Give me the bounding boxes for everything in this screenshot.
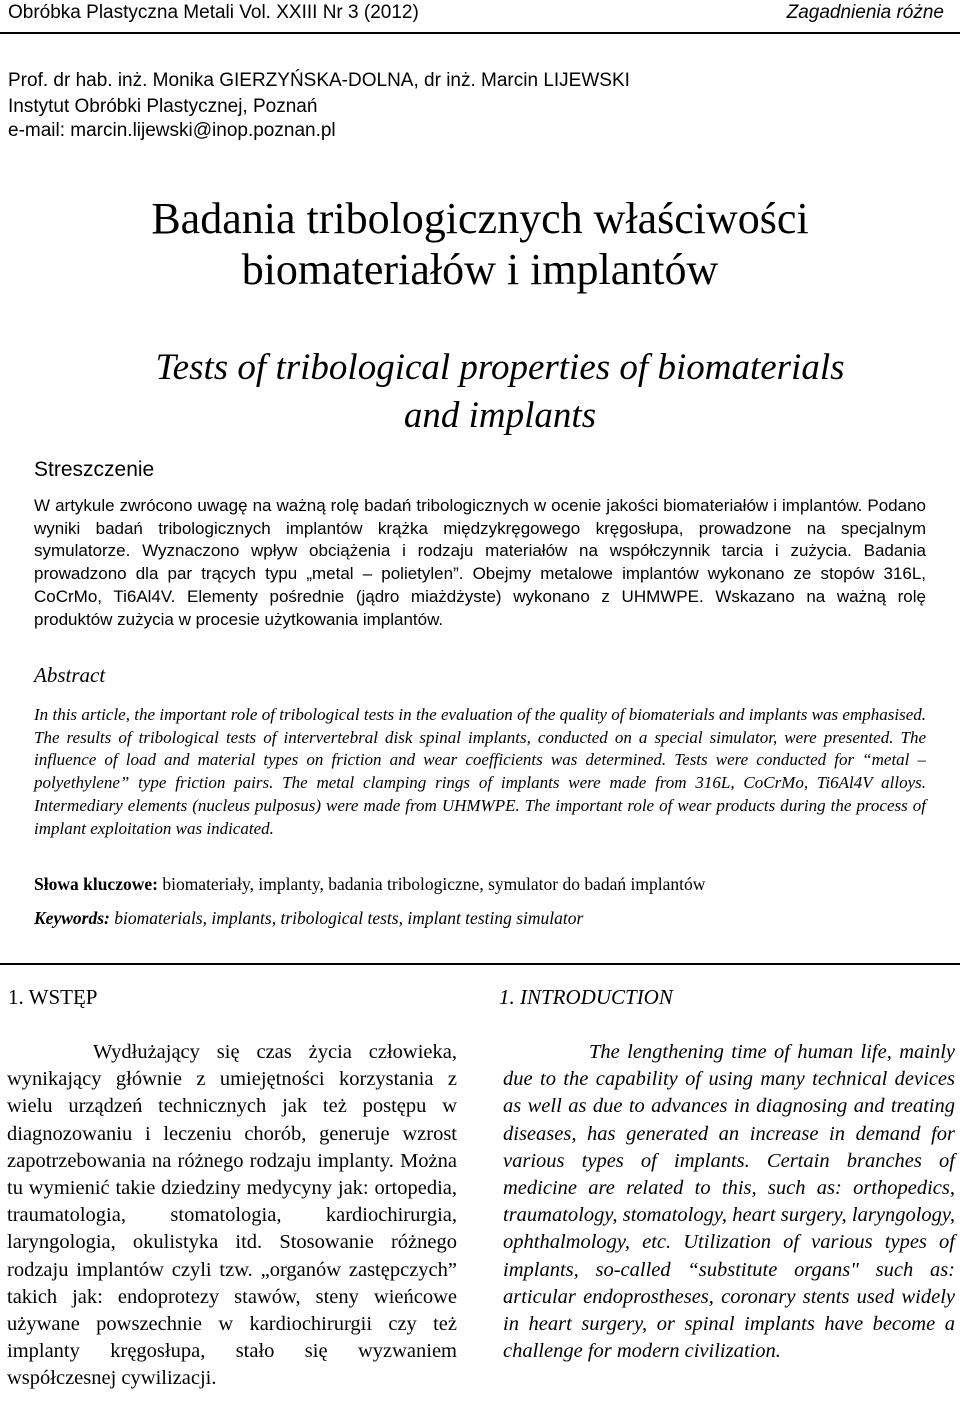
header-rule (0, 32, 960, 34)
section-en-text: The lengthening time of human life, mainly due to the capability of using many technical devices as well as due to advances in diagnosing and treating diseases, has generated an increase in demand for various types of implants. Certain branches of medicine are related to this, such as: orthopedics, traumatology, stomatology, heart surgery, laryngology, ophthalmology, etc. Utilization of various types of implants, so-called “substitute organs" such as: articular endoprostheses, coronary stents used widely in heart surgery, or spinal implants have become a challenge for modern civilization. (503, 1041, 955, 1363)
abstract-text: In this article, the important role of tribological tests in the evaluation of the quality of biomaterials and implants was emphasised. The results of tribological tests of intervertebral disk spinal implants, conducted on a special simulator, were presented. The influence of load and material types on friction and wear coefficients was determined. Tests were conducted for “metal – polyethylene” type friction pairs. The metal clamping rings of implants were made from 316L, CoCrMo, Ti6Al4V alloys. Intermediary elements (nucleus pulposus) were made from UHMWPE. The important role of wear products during the process of implant exploitation was indicated. (34, 705, 926, 838)
section-category: Zagadnienia różne (786, 2, 944, 23)
section-rule (0, 963, 960, 965)
keywords-en-text: biomaterials, implants, tribological tests, implant testing simulator (114, 908, 584, 928)
author-names: Prof. dr hab. inż. Monika GIERZYŃSKA-DOLNA, dr inż. Marcin LIJEWSKI (8, 70, 630, 91)
title-pl-line2: biomateriałów i implantów (241, 245, 719, 294)
running-header (0, 0, 960, 36)
keywords-pl-text: biomateriały, implanty, badania tribologiczne, symulator do badań implantów (162, 874, 706, 894)
author-email: e-mail: marcin.lijewski@inop.poznan.pl (8, 120, 336, 141)
title-en-line1: Tests of tribological properties of biomaterials (155, 347, 845, 388)
abstract-heading: Abstract (34, 663, 106, 687)
journal-name: Obróbka Plastyczna Metali Vol. XXIII Nr 3 (2012) (8, 2, 419, 23)
keywords-en-label: Keywords: (34, 908, 110, 928)
keywords-en (34, 908, 934, 929)
keywords-pl (34, 874, 934, 895)
section-pl-text: Wydłużający się czas życia człowieka, wynikający głównie z umiejętności korzystania z wielu urządzeń technicznych jak też postępu w diagnozowaniu i leczeniu chorób, generuje wzrost zapotrzebowania na różnego rodzaju implanty. Można tu wymienić takie dziedziny medycyny jak: ortopedia, traumatologia, stomatologia, kardiochirurgia, laryngologia, okulistyka itd. Stosowanie różnego rodzaju implantów czyli tzw. „organów zastępczych” takich jak: endoprotezy stawów, steny wieńcowe używane powszechnie w kardiochirurgii czy też implanty kręgosłupa, stało się wyzwaniem współczesnej cywilizacji. (7, 1041, 457, 1390)
author-institution: Instytut Obróbki Plastycznej, Poznań (8, 96, 318, 117)
title-en-line2: and implants (403, 395, 597, 436)
streszczenie-text: W artykule zwrócono uwagę na ważną rolę badań tribologicznych w ocenie jakości biomateriałów i implantów. Podano wyniki badań tribologicznych implantów krążka międzykręgowego kręgosłupa, prowadzone na specjalnym symulatorze. Wyznaczono wpływ obciążenia i rodzaju materiałów na współczynnik tarcia i zużycia. Badania prowadzono dla par trących typu „metal – polietylen”. Obejmy metalowe implantów wykonano ze stopów 316L, CoCrMo, Ti6Al4V. Elementy pośrednie (jądro miażdżyste) wykonano z UHMWPE. Wskazano na ważną rolę produktów zużycia w procesie użytkowania implantów. (34, 496, 926, 629)
section-en-title: 1. INTRODUCTION (499, 985, 673, 1009)
title-pl-line1: Badania tribologicznych właściwości (151, 194, 809, 243)
section-pl-title: 1. WSTĘP (8, 985, 98, 1009)
streszczenie-heading: Streszczenie (34, 458, 155, 481)
keywords-pl-label: Słowa kluczowe: (34, 874, 158, 894)
